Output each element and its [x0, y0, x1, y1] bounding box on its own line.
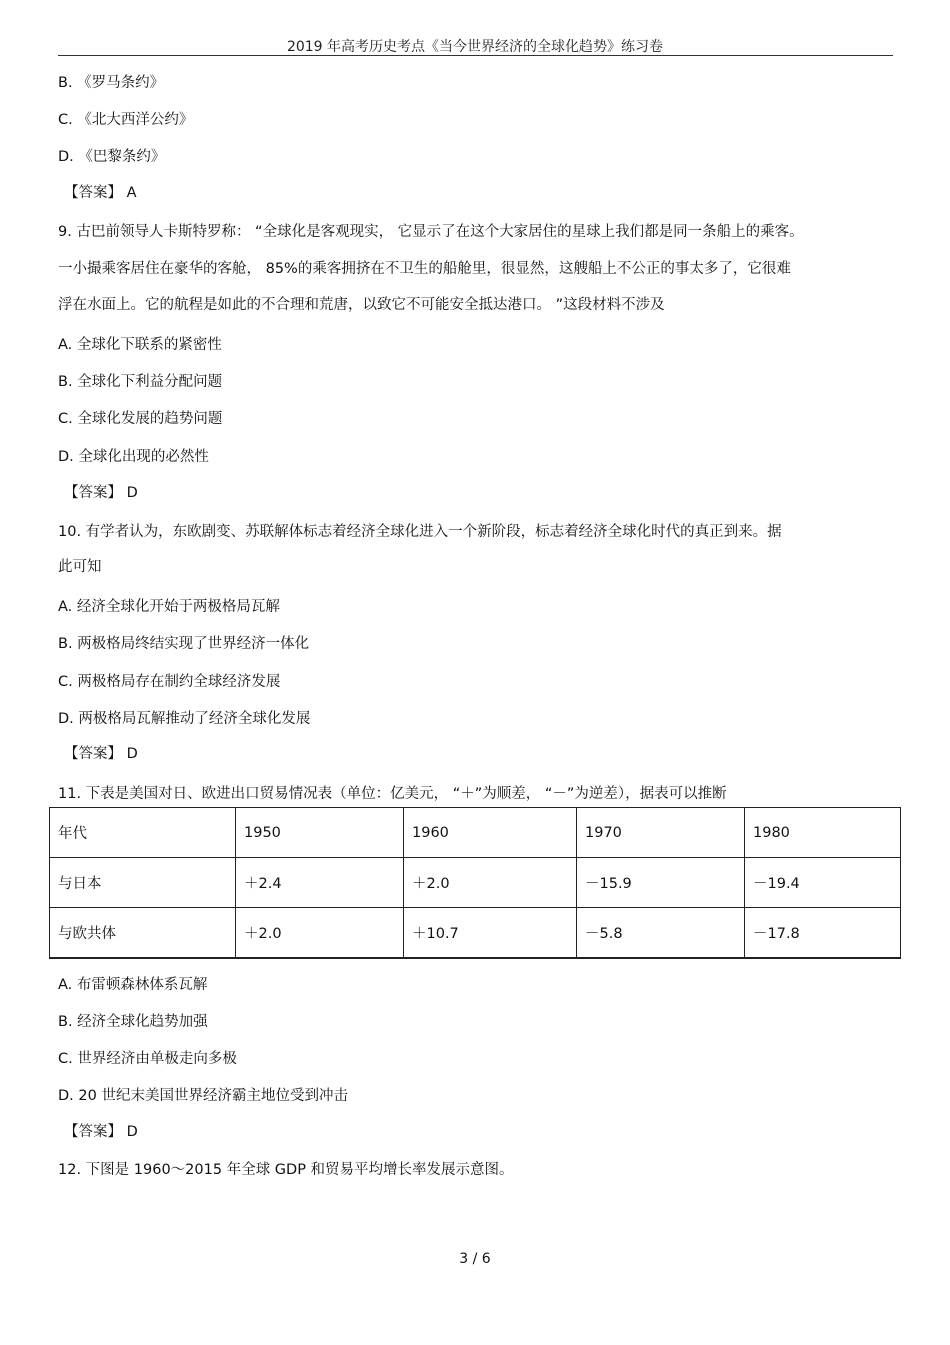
page-header-title: 2019 年高考历史考点《当今世界经济的全球化趋势》练习卷 [286, 39, 664, 55]
table-cell: －17.8 [745, 908, 901, 959]
q9-option-d: D. 全球化出现的必然性 [58, 449, 209, 465]
q8-option-b: B. 《罗马条约》 [58, 75, 165, 91]
table-header-cell: 年代 [50, 808, 236, 858]
table-header-cell: 1970 [577, 808, 745, 858]
table-cell: ＋2.0 [404, 858, 577, 908]
q11-option-a: A. 布雷顿森林体系瓦解 [58, 977, 208, 993]
q10-stem-line-2: 此可知 [58, 559, 102, 575]
q9-option-b: B. 全球化下利益分配问题 [58, 374, 223, 390]
table-cell: －5.8 [577, 908, 745, 959]
q8-option-d: D. 《巴黎条约》 [58, 149, 166, 165]
q9-answer: 【答案】 D [64, 485, 138, 501]
q11-answer: 【答案】 D [64, 1124, 138, 1140]
table-cell: 与日本 [50, 858, 236, 908]
table-header-cell: 1960 [404, 808, 577, 858]
q9-stem-line-2: 一小撮乘客居住在豪华的客舱， 85%的乘客拥挤在不卫生的船舱里，很显然，这艘船上不公正的事太多了，它很难 [58, 261, 791, 277]
q11-option-c: C. 世界经济由单极走向多极 [58, 1051, 237, 1067]
trade-balance-table [49, 807, 901, 959]
q10-option-c: C. 两极格局存在制约全球经济发展 [58, 674, 281, 690]
q9-option-a: A. 全球化下联系的紧密性 [58, 337, 222, 353]
table-row [50, 858, 901, 908]
table-header-row [50, 808, 901, 858]
q8-option-c: C. 《北大西洋公约》 [58, 112, 194, 128]
q11-option-d: D. 20 世纪末美国世界经济霸主地位受到冲击 [58, 1088, 348, 1104]
q10-option-b: B. 两极格局终结实现了世界经济一体化 [58, 636, 310, 652]
table-header-cell: 1950 [236, 808, 404, 858]
q9-option-c: C. 全球化发展的趋势问题 [58, 411, 223, 427]
table-cell: －19.4 [745, 858, 901, 908]
q10-stem-line-1: 10. 有学者认为，东欧剧变、苏联解体标志着经济全球化进入一个新阶段，标志着经济全球化时代的真正到来。据 [58, 524, 782, 540]
q11-option-b: B. 经济全球化趋势加强 [58, 1014, 208, 1030]
table-header-cell: 1980 [745, 808, 901, 858]
table-row [50, 908, 901, 959]
q8-answer: 【答案】 A [64, 185, 137, 201]
table-cell: －15.9 [577, 858, 745, 908]
q10-option-a: A. 经济全球化开始于两极格局瓦解 [58, 599, 280, 615]
q12-stem: 12. 下图是 1960～2015 年全球 GDP 和贸易平均增长率发展示意图。 [58, 1162, 514, 1178]
table-cell: 与欧共体 [50, 908, 236, 959]
q11-stem: 11. 下表是美国对日、欧进出口贸易情况表（单位：亿美元， “＋”为顺差， “－”为逆差），据表可以推断 [58, 786, 727, 802]
q9-stem-line-3: 浮在水面上。它的航程是如此的不合理和荒唐，以致它不可能安全抵达港口。 ”这段材料不涉及 [58, 297, 665, 313]
table-cell: ＋2.4 [236, 858, 404, 908]
page-number: 3 / 6 [459, 1251, 491, 1267]
q9-stem-line-1: 9. 古巴前领导人卡斯特罗称： “全球化是客观现实， 它显示了在这个大家居住的星球上我们都是同一条船上的乘客。 [58, 224, 804, 240]
table-cell: ＋2.0 [236, 908, 404, 959]
table-cell: ＋10.7 [404, 908, 577, 959]
q10-option-d: D. 两极格局瓦解推动了经济全球化发展 [58, 711, 311, 727]
q10-answer: 【答案】 D [64, 746, 138, 762]
header-divider [58, 55, 893, 56]
